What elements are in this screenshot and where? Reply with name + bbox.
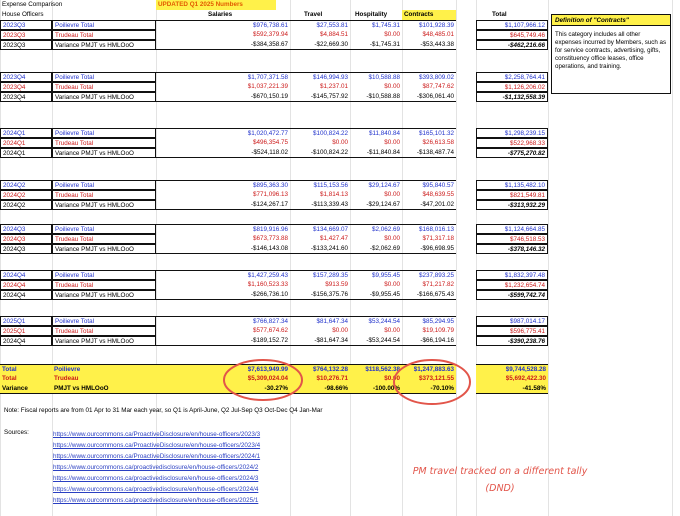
- cell-salaries: -$266,736.10: [156, 290, 290, 300]
- cell-hospitality: -$10,588.88: [350, 92, 402, 102]
- cell-salaries: $1,020,472.77: [156, 128, 290, 138]
- cell-contracts: $87,747.62: [422, 83, 454, 90]
- cell-total: $1,232,654.74: [476, 280, 548, 290]
- cell-total: $2,258,764.41: [476, 72, 548, 82]
- cell-label: Poilievre Total: [52, 224, 156, 234]
- cell-contracts: $48,639.55: [422, 191, 454, 198]
- total-cell-hospitality: $0.00: [350, 374, 402, 384]
- cell-salaries: -$670,150.19: [156, 92, 290, 102]
- cell-salaries: $766,827.34: [156, 316, 290, 326]
- cell-contracts: $168,016.13: [402, 224, 456, 234]
- cell-contracts: $165,101.32: [402, 128, 456, 138]
- total-cell-hospitality: $118,562.38: [350, 364, 402, 374]
- cell-label: Poilievre Total: [52, 180, 156, 190]
- cell-hospitality: $29,124.67: [350, 180, 402, 190]
- total-cell-total: -41.58%: [476, 384, 548, 394]
- cell-total: -$390,238.76: [476, 336, 548, 346]
- cell-label: Variance PMJT vs HMLOoO: [52, 200, 156, 210]
- cell-contracts: $71,317.18: [422, 235, 454, 242]
- cell-total: $596,775.41: [476, 326, 548, 336]
- cell-travel: $1,814.13: [319, 191, 348, 198]
- cell-period: 2023Q4: [0, 92, 52, 102]
- total-cell-salaries: $5,309,024.04: [156, 374, 290, 384]
- cell-period: 2025Q1: [0, 316, 52, 326]
- cell-salaries: $895,363.30: [156, 180, 290, 190]
- cell-salaries: $577,674.62: [252, 327, 288, 334]
- cell-travel: $146,994.93: [290, 72, 350, 82]
- fiscal-note: Note: Fiscal reports are from 01 Apr to 31 Mar each year, so Q1 is April-June, Q2 Jul-Sep Q3 Oct-Dec Q4 Jan-Mar: [4, 407, 323, 414]
- source-link[interactable]: https://www.ourcommons.ca/proactivedisclosure/en/house-officers/2024/2: [53, 464, 259, 471]
- total-cell-label: PMJT vs HMLOoO: [52, 384, 156, 394]
- cell-travel: -$156,375.76: [290, 290, 350, 300]
- cell-travel: $157,289.35: [290, 270, 350, 280]
- cell-total: $746,518.53: [476, 234, 548, 244]
- cell-label: Trudeau Total: [52, 234, 156, 244]
- cell-label: Trudeau Total: [52, 326, 156, 336]
- cell-hospitality: $0.00: [384, 281, 400, 288]
- cell-total: -$775,270.82: [476, 148, 548, 158]
- cell-label: Poilievre Total: [52, 20, 156, 30]
- cell-hospitality: $0.00: [384, 31, 400, 38]
- cell-salaries: $673,773.88: [252, 235, 288, 242]
- source-link[interactable]: https://www.ourcommons.ca/ProactiveDisclosure/en/house-officers/2023/3: [53, 431, 261, 438]
- cell-travel: -$145,757.92: [290, 92, 350, 102]
- cell-total: -$599,742.74: [476, 290, 548, 300]
- handwritten-annotation: PM travel tracked on a different tally (DND): [412, 466, 588, 494]
- cell-total: $1,124,664.85: [476, 224, 548, 234]
- cell-salaries: $1,707,371.58: [156, 72, 290, 82]
- source-link[interactable]: https://www.ourcommons.ca/proactivedisclosure/en/house-officers/2024/3: [53, 475, 259, 482]
- cell-label: Variance PMJT vs HMLOoO: [52, 148, 156, 158]
- total-cell-period: Total: [0, 374, 52, 384]
- total-cell-travel: $10,276.71: [290, 374, 350, 384]
- cell-salaries: -$124,267.17: [156, 200, 290, 210]
- cell-contracts: $48,485.01: [422, 31, 454, 38]
- cell-total: $1,107,966.12: [476, 20, 548, 30]
- cell-travel: $4,884.51: [319, 31, 348, 38]
- cell-label: Variance PMJT vs HMLOoO: [52, 336, 156, 346]
- cell-salaries: $976,738.61: [156, 20, 290, 30]
- cell-contracts: -$96,698.95: [402, 244, 456, 254]
- header-hospitality: Hospitality: [355, 11, 388, 18]
- cell-total: $987,014.17: [476, 316, 548, 326]
- cell-contracts: $393,809.02: [402, 72, 456, 82]
- cell-contracts: -$47,201.02: [402, 200, 456, 210]
- cell-salaries: $1,160,523.33: [247, 281, 288, 288]
- cell-hospitality: -$9,955.45: [350, 290, 402, 300]
- cell-period: 2024Q3: [0, 234, 52, 244]
- cell-period: 2024Q2: [0, 190, 52, 200]
- total-cell-period: Variance: [0, 384, 52, 394]
- cell-travel: $115,153.56: [290, 180, 350, 190]
- cell-total: -$462,216.66: [476, 40, 548, 50]
- cell-salaries: $1,037,221.39: [247, 83, 288, 90]
- cell-contracts: $237,893.25: [402, 270, 456, 280]
- header-contracts: Contracts: [402, 10, 456, 20]
- total-cell-label: Poilievre: [52, 364, 156, 374]
- cell-label: Trudeau Total: [52, 190, 156, 200]
- cell-contracts: -$66,194.16: [402, 336, 456, 346]
- cell-hospitality: $1,745.31: [350, 20, 402, 30]
- header-total: Total: [492, 11, 507, 18]
- cell-period: 2025Q1: [0, 326, 52, 336]
- cell-label: Trudeau Total: [52, 138, 156, 148]
- cell-total: $1,126,206.02: [476, 82, 548, 92]
- cell-salaries: $1,427,259.43: [156, 270, 290, 280]
- cell-period: 2024Q1: [0, 138, 52, 148]
- cell-label: Variance PMJT vs HMLOoO: [52, 40, 156, 50]
- cell-salaries: $771,096.13: [252, 191, 288, 198]
- source-link[interactable]: https://www.ourcommons.ca/proactivedisclosure/en/house-officers/2024/4: [53, 486, 259, 493]
- source-link[interactable]: https://www.ourcommons.ca/proactivedisclosure/en/house-officers/2025/1: [53, 497, 259, 504]
- total-cell-hospitality: -100.00%: [350, 384, 402, 394]
- cell-contracts: -$306,061.40: [402, 92, 456, 102]
- total-cell-travel: $764,132.28: [290, 364, 350, 374]
- cell-period: 2023Q4: [0, 82, 52, 92]
- cell-hospitality: -$11,840.84: [350, 148, 402, 158]
- cell-period: 2024Q4: [0, 270, 52, 280]
- cell-salaries: $496,354.75: [252, 139, 288, 146]
- cell-travel: -$100,824.22: [290, 148, 350, 158]
- total-cell-contracts: $373,121.55: [402, 374, 456, 384]
- cell-travel: $1,427.47: [319, 235, 348, 242]
- cell-total: $1,135,482.10: [476, 180, 548, 190]
- header-salaries: Salaries: [208, 11, 233, 18]
- cell-total: $522,968.33: [476, 138, 548, 148]
- sources-label: Sources:: [4, 429, 29, 436]
- total-cell-salaries: -30.27%: [156, 384, 290, 394]
- cell-period: 2024Q4: [0, 290, 52, 300]
- cell-travel: $0.00: [332, 139, 348, 146]
- total-cell-contracts: -70.10%: [402, 384, 456, 394]
- cell-total: -$313,932.29: [476, 200, 548, 210]
- cell-period: 2023Q3: [0, 40, 52, 50]
- total-cell-total: $5,692,422.30: [476, 374, 548, 384]
- total-cell-period: Total: [0, 364, 52, 374]
- cell-total: $1,298,239.15: [476, 128, 548, 138]
- cell-contracts: $26,613.58: [422, 139, 454, 146]
- contracts-total-circle: [394, 360, 470, 404]
- definition-title: Definition of "Contracts": [552, 15, 670, 26]
- cell-salaries: $819,916.96: [156, 224, 290, 234]
- cell-salaries: -$384,358.67: [156, 40, 290, 50]
- cell-total: -$1,132,558.39: [476, 92, 548, 102]
- cell-label: Trudeau Total: [52, 280, 156, 290]
- updated-banner: UPDATED Q1 2025 Numbers: [156, 0, 276, 10]
- cell-travel: $0.00: [332, 327, 348, 334]
- cell-period: 2024Q2: [0, 200, 52, 210]
- cell-period: 2024Q4: [0, 280, 52, 290]
- cell-label: Variance PMJT vs HMLOoO: [52, 244, 156, 254]
- total-cell-contracts: $1,247,883.63: [402, 364, 456, 374]
- cell-period: 2024Q1: [0, 148, 52, 158]
- cell-hospitality: $0.00: [384, 191, 400, 198]
- cell-hospitality: -$2,062.69: [350, 244, 402, 254]
- cell-travel: $27,553.81: [290, 20, 350, 30]
- sheet-title: Expense Comparison: [2, 1, 63, 8]
- cell-travel: $81,647.34: [290, 316, 350, 326]
- cell-total: $1,832,397.48: [476, 270, 548, 280]
- cell-travel: -$113,339.43: [290, 200, 350, 210]
- definition-text: This category includes all other expenses incurred by Members, such as for service contracts, advertising, gifts, constituency office leases, office operations, and training.: [555, 31, 667, 70]
- total-cell-travel: -98.66%: [290, 384, 350, 394]
- cell-contracts: $101,928.39: [402, 20, 456, 30]
- cell-salaries: $592,379.94: [252, 31, 288, 38]
- cell-travel: -$22,669.30: [290, 40, 350, 50]
- cell-travel: -$81,647.34: [290, 336, 350, 346]
- cell-contracts: $71,217.82: [422, 281, 454, 288]
- cell-label: Poilievre Total: [52, 316, 156, 326]
- cell-contracts: $19,109.79: [422, 327, 454, 334]
- total-cell-total: $9,744,528.28: [476, 364, 548, 374]
- cell-label: Poilievre Total: [52, 128, 156, 138]
- cell-hospitality: -$1,745.31: [350, 40, 402, 50]
- cell-period: 2023Q3: [0, 20, 52, 30]
- cell-period: 2024Q3: [0, 224, 52, 234]
- cell-label: Trudeau Total: [52, 30, 156, 40]
- cell-travel: -$133,241.60: [290, 244, 350, 254]
- cell-contracts: $95,840.57: [402, 180, 456, 190]
- cell-label: Variance PMJT vs HMLOoO: [52, 290, 156, 300]
- cell-hospitality: $0.00: [384, 83, 400, 90]
- cell-salaries: -$189,152.72: [156, 336, 290, 346]
- header-category: House Officers: [2, 11, 44, 18]
- cell-salaries: -$146,143.08: [156, 244, 290, 254]
- cell-hospitality: $53,244.54: [350, 316, 402, 326]
- cell-contracts: -$138,487.74: [402, 148, 456, 158]
- cell-salaries: -$524,118.02: [156, 148, 290, 158]
- cell-travel: $134,669.07: [290, 224, 350, 234]
- cell-period: 2024Q1: [0, 128, 52, 138]
- cell-travel: $1,237.01: [319, 83, 348, 90]
- cell-contracts: -$53,443.38: [402, 40, 456, 50]
- cell-contracts: $85,294.95: [402, 316, 456, 326]
- cell-period: 2024Q2: [0, 180, 52, 190]
- cell-hospitality: $10,588.88: [350, 72, 402, 82]
- cell-period: 2024Q4: [0, 336, 52, 346]
- cell-contracts: -$166,675.43: [402, 290, 456, 300]
- total-cell-salaries: $7,613,949.99: [156, 364, 290, 374]
- cell-label: Poilievre Total: [52, 270, 156, 280]
- cell-hospitality: $0.00: [384, 235, 400, 242]
- cell-travel: $913.59: [325, 281, 348, 288]
- cell-hospitality: $0.00: [384, 327, 400, 334]
- cell-hospitality: $2,062.69: [350, 224, 402, 234]
- cell-total: $645,749.46: [476, 30, 548, 40]
- source-link[interactable]: https://www.ourcommons.ca/ProactiveDisclosure/en/house-officers/2024/1: [53, 453, 261, 460]
- total-cell-label: Trudeau: [52, 374, 156, 384]
- cell-hospitality: -$53,244.54: [350, 336, 402, 346]
- cell-hospitality: $9,955.45: [350, 270, 402, 280]
- cell-hospitality: $0.00: [384, 139, 400, 146]
- salaries-total-circle: [224, 360, 302, 400]
- cell-label: Poilievre Total: [52, 72, 156, 82]
- cell-period: 2024Q3: [0, 244, 52, 254]
- cell-hospitality: $11,840.84: [350, 128, 402, 138]
- header-travel: Travel: [304, 11, 323, 18]
- cell-hospitality: -$29,124.67: [350, 200, 402, 210]
- cell-label: Variance PMJT vs HMLOoO: [52, 92, 156, 102]
- source-link[interactable]: https://www.ourcommons.ca/ProactiveDisclosure/en/house-officers/2023/4: [53, 442, 261, 449]
- cell-period: 2023Q3: [0, 30, 52, 40]
- cell-label: Trudeau Total: [52, 82, 156, 92]
- cell-total: $821,549.81: [476, 190, 548, 200]
- cell-travel: $100,824.22: [290, 128, 350, 138]
- cell-period: 2023Q4: [0, 72, 52, 82]
- cell-total: -$378,146.32: [476, 244, 548, 254]
